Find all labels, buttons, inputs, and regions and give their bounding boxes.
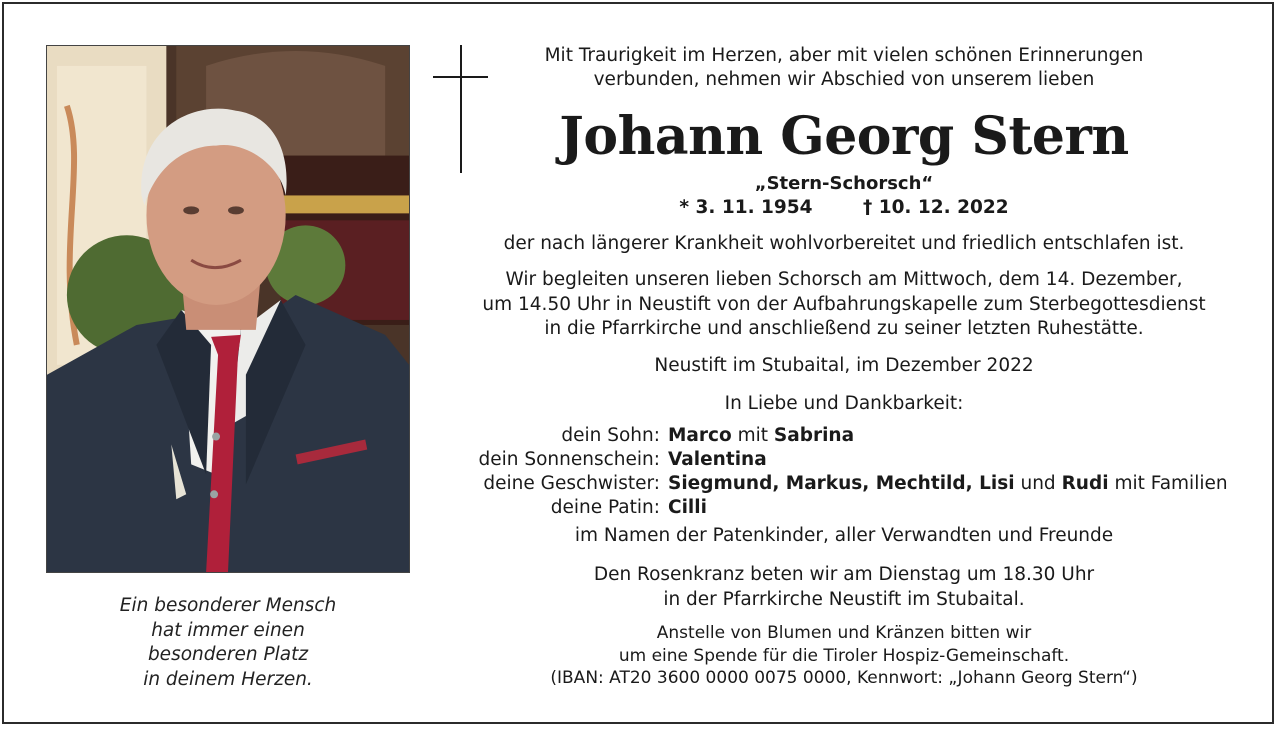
memorial-quote: [46, 594, 410, 692]
son-name: Marco: [668, 425, 732, 446]
godmother-name: Cilli: [668, 497, 707, 518]
gratitude-line: In Liebe und Dankbarkeit:: [724, 393, 964, 414]
family-row-godmother: [440, 496, 1248, 520]
family-value: [668, 472, 1248, 496]
family-label: dein Sonnenschein:: [478, 449, 660, 470]
quote-line: in deinem Herzen.: [143, 668, 313, 690]
family-row-sunshine: [440, 448, 1248, 472]
nickname: „Stern-Schorsch“: [754, 173, 934, 194]
family-row-son: [440, 424, 1248, 448]
sibling-last-name: Rudi: [1061, 473, 1109, 494]
rosary-details: [440, 563, 1248, 612]
intro-line: verbunden, nehmen wir Abschied von unserem lieben: [593, 69, 1095, 90]
donation-line: um eine Spende für die Tiroler Hospiz-Gemeinschaft.: [618, 645, 1070, 666]
birth-date: * 3. 11. 1954: [679, 197, 813, 218]
connector-word: mit: [737, 425, 769, 446]
family-value: [668, 496, 1248, 520]
family-value: [668, 448, 1248, 472]
family-list: [440, 424, 1248, 520]
deceased-name: Johann Georg Stern: [559, 106, 1129, 167]
intro-text: [440, 44, 1248, 92]
son-partner-name: Sabrina: [773, 425, 855, 446]
family-label: dein Sohn:: [561, 425, 660, 446]
place-and-date: Neustift im Stubaital, im Dezember 2022: [654, 355, 1034, 376]
funeral-details: [440, 268, 1248, 342]
rosary-line: in der Pfarrkirche Neustift im Stubaital.: [663, 588, 1025, 610]
quote-line: besonderen Platz: [147, 644, 309, 665]
siblings-suffix: mit Familien: [1114, 473, 1228, 494]
donation-iban: (IBAN: AT20 3600 0000 0075 0000, Kennwort: „Johann Georg Stern“): [550, 668, 1138, 688]
rosary-line: Den Rosenkranz beten wir am Dienstag um 18.30 Uhr: [593, 564, 1095, 585]
death-date: † 10. 12. 2022: [863, 197, 1009, 218]
donation-request: [440, 622, 1248, 690]
funeral-line: Wir begleiten unseren lieben Schorsch am Mittwoch, dem 14. Dezember,: [505, 269, 1183, 290]
on-behalf-line: im Namen der Patenkinder, aller Verwandten und Freunde: [574, 525, 1114, 546]
siblings-names: Siegmund, Markus, Mechtild, Lisi: [668, 473, 1015, 494]
family-row-siblings: [440, 472, 1248, 496]
connector-word: und: [1020, 473, 1056, 494]
quote-line: hat immer einen: [151, 619, 305, 641]
family-label: deine Geschwister:: [483, 473, 660, 494]
family-label: deine Patin:: [550, 497, 660, 518]
quote-line: Ein besonderer Mensch: [119, 595, 337, 616]
portrait-illustration: [47, 46, 409, 572]
donation-line: Anstelle von Blumen und Kränzen bitten wir: [656, 623, 1032, 643]
sunshine-name: Valentina: [668, 449, 767, 470]
funeral-line: um 14.50 Uhr in Neustift von der Aufbahrungskapelle zum Sterbegottesdienst: [482, 293, 1206, 315]
death-statement: der nach längerer Krankheit wohlvorbereitet und friedlich entschlafen ist.: [503, 233, 1185, 254]
funeral-line: in die Pfarrkirche und anschließend zu seiner letzten Ruhestätte.: [544, 318, 1144, 339]
life-dates: [440, 196, 1248, 220]
family-value: [668, 424, 1248, 448]
portrait-photo: [46, 45, 410, 573]
intro-line: Mit Traurigkeit im Herzen, aber mit vielen schönen Erinnerungen: [544, 45, 1144, 66]
